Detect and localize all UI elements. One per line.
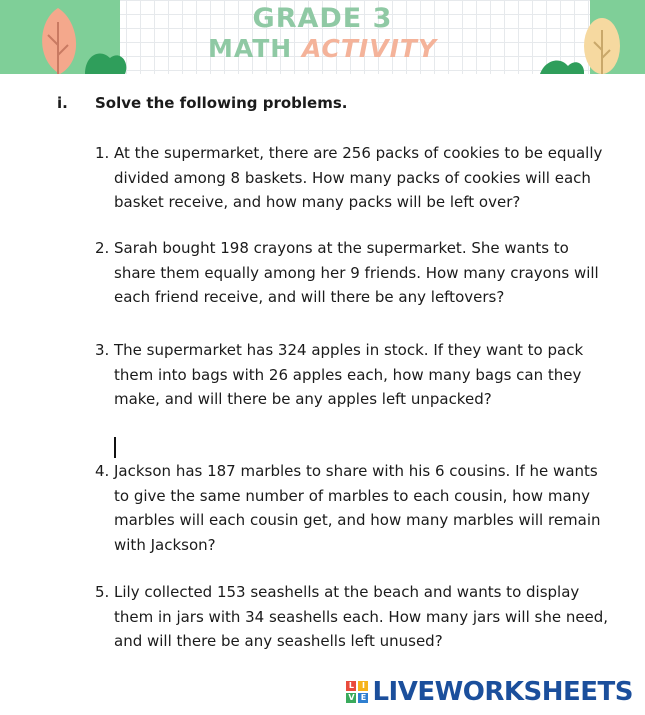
problem-item — [95, 141, 615, 215]
header-banner — [0, 0, 645, 74]
logo-mark-v: V — [348, 693, 355, 702]
problem-number: 4. — [95, 462, 110, 480]
logo-mark-l: L — [346, 681, 356, 691]
problem-item — [95, 580, 615, 654]
logo-mark-icon — [346, 681, 368, 703]
logo-mark-e: E — [358, 693, 368, 703]
problem-text: Jackson has 187 marbles to share with his 6 cousins. If he wants to give the same number of marbles to each cousin, how many marbles will each cousin get, and how many marbles will remain with Jackson? — [114, 462, 601, 554]
title-subject — [0, 34, 645, 64]
problem-item — [95, 338, 615, 412]
text-cursor[interactable] — [114, 437, 116, 458]
problem-number: 1. — [95, 144, 110, 162]
problem-number: 5. — [95, 583, 110, 601]
liveworksheets-logo[interactable] — [346, 677, 633, 707]
problem-number: 2. — [95, 239, 110, 257]
title-grade: GRADE 3 — [252, 3, 393, 34]
problem-number: 3. — [95, 341, 110, 359]
logo-wordmark: LIVEWORKSHEETS — [372, 677, 633, 707]
section-title: Solve the following problems. — [95, 94, 348, 112]
section-heading — [57, 94, 347, 112]
problem-text: Sarah bought 198 crayons at the supermarket. She wants to share them equally among her 9 friends. How many crayons will each friend receive, and will there be any leftovers? — [114, 239, 599, 306]
problem-text: At the supermarket, there are 256 packs of cookies to be equally divided among 8 baskets. How many packs of cookies will each basket receive, and how many packs will be left over? — [114, 144, 603, 211]
logo-mark-i: I — [358, 681, 368, 691]
title-activity: ACTIVITY — [301, 34, 438, 63]
problem-text: Lily collected 153 seashells at the beach and wants to display them in jars with 34 seashells each. How many jars will she need, and will there be any seashells left unused? — [114, 583, 609, 650]
worksheet-title — [0, 4, 645, 64]
problem-text: The supermarket has 324 apples in stock. If they want to pack them into bags with 26 apples each, how many bags can they make, and will there be any apples left unpacked? — [114, 341, 584, 408]
title-math: MATH — [207, 34, 293, 63]
section-number: i. — [57, 94, 68, 112]
problem-item — [95, 459, 615, 557]
problem-item — [95, 236, 615, 310]
